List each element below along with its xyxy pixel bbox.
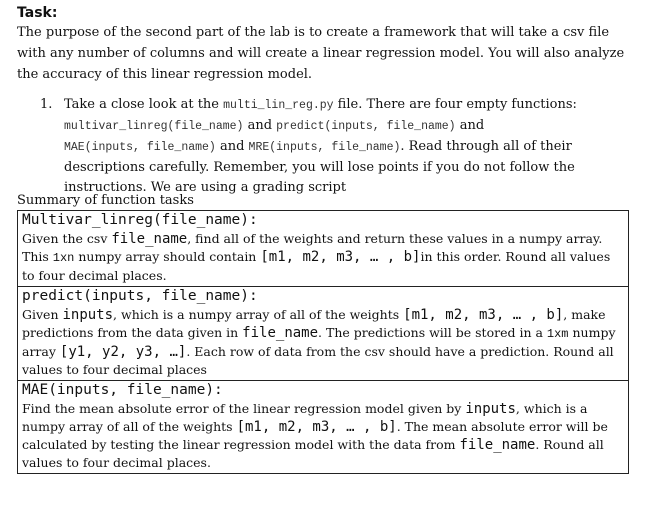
intro-paragraph: The purpose of the second part of the lab is to create a framework that will take a csv file with any number of columns and will create a linear regression model. You will also analyze the accuracy of this linear regression model. — [17, 25, 625, 82]
code: 1xn — [52, 251, 75, 265]
text: and — [215, 139, 249, 154]
code: file_name — [242, 325, 319, 341]
text: Given — [22, 307, 63, 322]
code: [m1, m2, m3, … , b] — [236, 419, 397, 435]
text: Given the csv — [22, 231, 112, 246]
text: , find all of the weights and return these values in a numpy array. This — [22, 231, 603, 264]
function-tasks-table — [17, 210, 629, 474]
code: inputs — [62, 307, 114, 323]
summary-caption: Summary of function tasks — [17, 193, 194, 208]
code: [y1, y2, y3, …] — [59, 344, 187, 360]
code: file_name — [459, 437, 536, 453]
code: [m1, m2, m3, … , b] — [403, 307, 564, 323]
function-signature: MAE(inputs, file_name): — [22, 382, 223, 398]
fn-code-multivar: multivar_linreg(file_name) — [64, 120, 244, 133]
text: and — [455, 118, 485, 133]
text: file. There are four empty functions: — [333, 97, 577, 112]
text: numpy array — [22, 325, 616, 359]
list-item-text — [64, 95, 630, 198]
table-cell — [18, 287, 629, 381]
text: in this order. Round all values to four decimal places. — [22, 249, 611, 283]
task-heading: Task: — [17, 5, 58, 21]
code: inputs — [465, 401, 516, 417]
text: , which is a numpy array of all of the weights — [22, 401, 588, 434]
function-signature: Multivar_linreg(file_name): — [22, 212, 258, 228]
code: file_name — [111, 231, 188, 247]
table-row — [18, 287, 629, 381]
table-cell — [18, 211, 629, 287]
text: . Read through all of their descriptions carefully. Remember, you will lose points if you do not follow the instructions. We are using a grading script — [64, 139, 575, 195]
text: . The predictions will be stored in a — [318, 325, 547, 340]
file-name-code: multi_lin_reg.py — [223, 99, 334, 112]
table-row — [18, 381, 629, 474]
text: . Round all values to four decimal places. — [22, 437, 604, 470]
text: . The mean absolute error will be calculated by testing the linear regression model with the data from — [22, 419, 608, 452]
function-signature: predict(inputs, file_name): — [22, 288, 258, 304]
text: Find the mean absolute error of the linear regression model given by — [22, 401, 466, 416]
text: . Each row of data from the csv should have a prediction. Round all values to four decimal places — [22, 344, 614, 377]
text: , make predictions from the data given in — [22, 307, 606, 340]
table-cell — [18, 381, 629, 474]
code: [m1, m2, m3, … , b] — [260, 249, 421, 265]
code: 1xm — [546, 327, 569, 341]
fn-code-mae: MAE(inputs, file_name) — [64, 141, 216, 154]
text: numpy array should contain — [74, 249, 261, 264]
fn-code-mre: MRE(inputs, file_name) — [248, 141, 401, 154]
text: and — [243, 118, 277, 133]
table-row — [18, 211, 629, 287]
text: , which is a numpy array of all of the weights — [113, 307, 404, 322]
list-number: 1. — [40, 97, 53, 112]
fn-code-predict: predict(inputs, file_name) — [276, 120, 456, 133]
text: Take a close look at the — [64, 97, 224, 112]
